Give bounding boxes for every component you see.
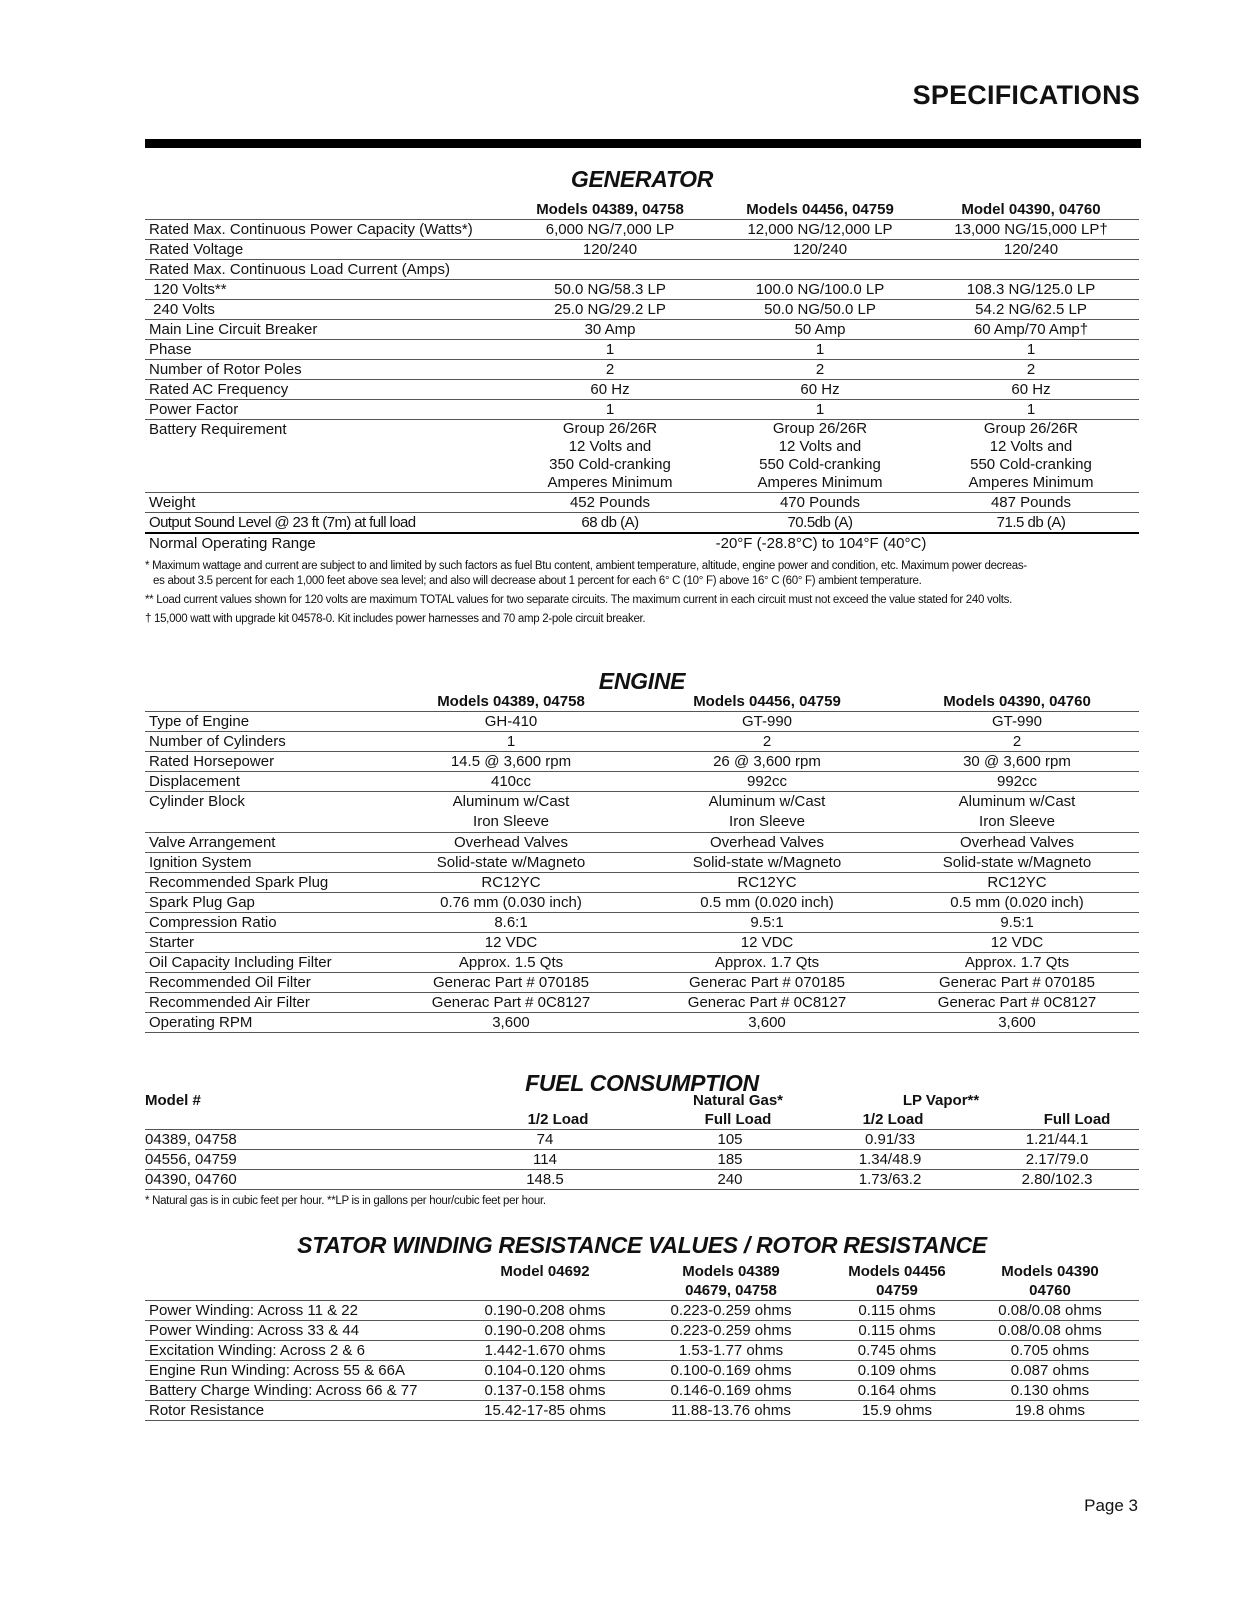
battery-value: Group 26/26R 12 Volts and 550 Cold-cranking Amperes Minimum	[923, 420, 1139, 493]
cylinder-block-label: Cylinder Block	[145, 792, 383, 833]
stator-row-label: Battery Charge Winding: Across 66 & 77	[145, 1381, 461, 1401]
generator-row-value	[923, 260, 1139, 280]
generator-row-label: Phase	[145, 340, 503, 360]
generator-row	[145, 380, 1139, 400]
generator-row	[145, 260, 1139, 280]
stator-row-value: 0.137-0.158 ohms	[461, 1381, 629, 1401]
engine-row-value: 410cc	[383, 772, 639, 792]
sound-value: 70.5db (A)	[717, 513, 923, 534]
engine-row-value: Generac Part # 0C8127	[383, 993, 639, 1013]
operating-range-value: -20°F (-28.8°C) to 104°F (40°C)	[715, 535, 927, 552]
engine-row-value: RC12YC	[639, 873, 895, 893]
engine-row-label: Rated Horsepower	[145, 752, 383, 772]
engine-row-label: Compression Ratio	[145, 913, 383, 933]
page-number: Page 3	[1084, 1496, 1138, 1515]
engine-row-value: 3,600	[895, 1013, 1139, 1033]
stator-row	[145, 1321, 1139, 1341]
generator-row-label: 240 Volts	[145, 300, 503, 320]
stator-row-label: Engine Run Winding: Across 55 & 66A	[145, 1361, 461, 1381]
engine-title: ENGINE	[598, 668, 686, 694]
generator-note: ** Load current values shown for 120 volts are maximum TOTAL values for two separate circuits. The maximum current in each circuit must not exceed the value stated for 240 volts.	[145, 594, 1013, 606]
weight-value: 470 Pounds	[717, 493, 923, 513]
generator-row-value: 50 Amp	[717, 320, 923, 340]
weight-row	[145, 493, 1139, 513]
stator-row-value: 1.442-1.670 ohms	[461, 1341, 629, 1361]
generator-row-value: 60 Hz	[503, 380, 717, 400]
engine-row-value: 992cc	[639, 772, 895, 792]
engine-row-value: 0.5 mm (0.020 inch)	[895, 893, 1139, 913]
stator-row-value: 0.190-0.208 ohms	[461, 1301, 629, 1321]
weight-label: Weight	[145, 493, 503, 513]
engine-row-value: Overhead Valves	[639, 833, 895, 853]
engine-header-cell	[145, 692, 383, 712]
fuel-group-header: Natural Gas*	[692, 1092, 784, 1109]
stator-row-value: 0.08/0.08 ohms	[961, 1301, 1139, 1321]
fuel-sub-header: Full Load	[975, 1110, 1139, 1130]
engine-row-value: 30 @ 3,600 rpm	[895, 752, 1139, 772]
generator-row-label: Main Line Circuit Breaker	[145, 320, 503, 340]
generator-row-value: 6,000 NG/7,000 LP	[503, 220, 717, 240]
cylinder-block-value: Aluminum w/Cast Iron Sleeve	[383, 792, 639, 833]
engine-row-label: Starter	[145, 933, 383, 953]
engine-row-label: Spark Plug Gap	[145, 893, 383, 913]
fuel-row-value: 0.91/33	[805, 1130, 975, 1150]
fuel-sub-header-row	[145, 1110, 1139, 1130]
engine-row	[145, 893, 1139, 913]
battery-value: Group 26/26R 12 Volts and 550 Cold-cranking Amperes Minimum	[717, 420, 923, 493]
engine-row-label: Oil Capacity Including Filter	[145, 953, 383, 973]
generator-row-value: 2	[503, 360, 717, 380]
stator-row	[145, 1341, 1139, 1361]
sound-label: Output Sound Level @ 23 ft (7m) at full load	[145, 513, 503, 534]
engine-row	[145, 712, 1139, 732]
stator-row-label: Power Winding: Across 11 & 22	[145, 1301, 461, 1321]
stator-row-value: 0.100-0.169 ohms	[629, 1361, 833, 1381]
engine-row-label: Number of Cylinders	[145, 732, 383, 752]
engine-header-cell: Models 04390, 04760	[895, 692, 1139, 712]
engine-row-value: Approx. 1.5 Qts	[383, 953, 639, 973]
operating-range-label: Normal Operating Range	[149, 535, 316, 552]
stator-row-value: 0.745 ohms	[833, 1341, 961, 1361]
engine-row-value: Solid-state w/Magneto	[383, 853, 639, 873]
generator-title: GENERATOR	[570, 166, 714, 192]
sound-value: 68 db (A)	[503, 513, 717, 534]
stator-row-value: 0.109 ohms	[833, 1361, 961, 1381]
generator-row	[145, 400, 1139, 420]
generator-note: * Maximum wattage and current are subject to and limited by such factors as fuel Btu content, ambient temperature, altitude, engine power and condition, etc. Maximum power decreas-	[145, 560, 1027, 572]
page-title: SPECIFICATIONS	[912, 80, 1140, 110]
engine-row	[145, 953, 1139, 973]
stator-row-value: 0.223-0.259 ohms	[629, 1321, 833, 1341]
cylinder-block-row	[145, 792, 1139, 833]
engine-row-value: Approx. 1.7 Qts	[895, 953, 1139, 973]
stator-row-value: 0.190-0.208 ohms	[461, 1321, 629, 1341]
engine-row	[145, 933, 1139, 953]
engine-row-label: Valve Arrangement	[145, 833, 383, 853]
stator-row-label: Excitation Winding: Across 2 & 6	[145, 1341, 461, 1361]
generator-row-value: 30 Amp	[503, 320, 717, 340]
stator-row-value: 0.115 ohms	[833, 1301, 961, 1321]
engine-row-value: 12 VDC	[895, 933, 1139, 953]
generator-row-value: 60 Amp/70 Amp†	[923, 320, 1139, 340]
generator-row-value: 2	[717, 360, 923, 380]
generator-row	[145, 360, 1139, 380]
engine-row	[145, 772, 1139, 792]
fuel-title: FUEL CONSUMPTION	[525, 1070, 759, 1096]
stator-row	[145, 1381, 1139, 1401]
weight-value: 452 Pounds	[503, 493, 717, 513]
engine-row-value: 2	[895, 732, 1139, 752]
weight-value: 487 Pounds	[923, 493, 1139, 513]
stator-row-value: 15.42-17-85 ohms	[461, 1401, 629, 1421]
battery-row	[145, 420, 1139, 493]
stator-row-value: 0.705 ohms	[961, 1341, 1139, 1361]
engine-row-label: Displacement	[145, 772, 383, 792]
engine-row	[145, 913, 1139, 933]
stator-header-cell	[145, 1262, 461, 1301]
generator-row-value: 2	[923, 360, 1139, 380]
stator-section	[145, 1232, 1139, 1421]
generator-header-cell: Model 04390, 04760	[923, 200, 1139, 220]
generator-row-value: 1	[923, 400, 1139, 420]
fuel-row	[145, 1150, 1139, 1170]
generator-row-value: 50.0 NG/58.3 LP	[503, 280, 717, 300]
engine-row-value: Generac Part # 070185	[383, 973, 639, 993]
stator-row	[145, 1301, 1139, 1321]
sound-row	[145, 513, 1139, 534]
generator-note: † 15,000 watt with upgrade kit 04578-0. Kit includes power harnesses and 70 amp 2-pole circuit breaker.	[145, 613, 646, 625]
engine-section	[145, 668, 1139, 1033]
engine-row-value: 12 VDC	[383, 933, 639, 953]
fuel-row	[145, 1170, 1139, 1190]
stator-row-value: 0.104-0.120 ohms	[461, 1361, 629, 1381]
generator-row-label: 120 Volts**	[145, 280, 503, 300]
generator-row-label: Rated AC Frequency	[145, 380, 503, 400]
fuel-row-value: 74	[435, 1130, 655, 1150]
engine-row-value: Generac Part # 0C8127	[895, 993, 1139, 1013]
engine-row-value: Approx. 1.7 Qts	[639, 953, 895, 973]
generator-row-value: 12,000 NG/12,000 LP	[717, 220, 923, 240]
fuel-row-value: 240	[655, 1170, 805, 1190]
engine-row-value: Overhead Valves	[383, 833, 639, 853]
engine-row-value: 9.5:1	[895, 913, 1139, 933]
generator-row-value: 120/240	[717, 240, 923, 260]
generator-row-label: Rated Max. Continuous Load Current (Amps)	[145, 260, 503, 280]
stator-row-value: 0.087 ohms	[961, 1361, 1139, 1381]
engine-row	[145, 993, 1139, 1013]
fuel-row-value: 1.21/44.1	[975, 1130, 1139, 1150]
engine-row	[145, 973, 1139, 993]
generator-row-value: 1	[503, 340, 717, 360]
stator-header-cell: Models 04389 04679, 04758	[629, 1262, 833, 1301]
engine-row-value: 8.6:1	[383, 913, 639, 933]
generator-row-value	[503, 260, 717, 280]
cylinder-block-value: Aluminum w/Cast Iron Sleeve	[895, 792, 1139, 833]
title-rule	[145, 139, 1141, 148]
generator-row-value: 1	[923, 340, 1139, 360]
generator-header-cell	[145, 200, 503, 220]
engine-header-cell: Models 04456, 04759	[639, 692, 895, 712]
engine-row-value: Generac Part # 070185	[895, 973, 1139, 993]
fuel-sub-header: Full Load	[655, 1110, 805, 1130]
generator-row-label: Power Factor	[145, 400, 503, 420]
stator-row-label: Power Winding: Across 33 & 44	[145, 1321, 461, 1341]
engine-row-label: Recommended Spark Plug	[145, 873, 383, 893]
generator-row-value: 120/240	[923, 240, 1139, 260]
stator-header-cell: Model 04692	[461, 1262, 629, 1301]
engine-row-label: Recommended Oil Filter	[145, 973, 383, 993]
engine-row-value: 3,600	[639, 1013, 895, 1033]
engine-row-value: 3,600	[383, 1013, 639, 1033]
stator-header-cell: Models 04390 04760	[961, 1262, 1139, 1301]
engine-row-value: Generac Part # 0C8127	[639, 993, 895, 1013]
fuel-row-value: 2.17/79.0	[975, 1150, 1139, 1170]
generator-row-value: 50.0 NG/50.0 LP	[717, 300, 923, 320]
fuel-row-value: 148.5	[435, 1170, 655, 1190]
generator-row-value: 54.2 NG/62.5 LP	[923, 300, 1139, 320]
stator-row	[145, 1361, 1139, 1381]
engine-row	[145, 873, 1139, 893]
engine-row-value: Overhead Valves	[895, 833, 1139, 853]
engine-row-value: GT-990	[895, 712, 1139, 732]
fuel-group-header: LP Vapor**	[902, 1092, 980, 1109]
engine-row-value: Generac Part # 070185	[639, 973, 895, 993]
stator-row-value: 0.08/0.08 ohms	[961, 1321, 1139, 1341]
generator-notes	[145, 557, 1139, 629]
generator-row-value: 1	[503, 400, 717, 420]
generator-row-value	[717, 260, 923, 280]
generator-row	[145, 300, 1139, 320]
engine-row-value: Solid-state w/Magneto	[895, 853, 1139, 873]
stator-row-value: 15.9 ohms	[833, 1401, 961, 1421]
engine-row	[145, 752, 1139, 772]
engine-row	[145, 1013, 1139, 1033]
battery-label: Battery Requirement	[145, 420, 503, 493]
generator-row-value: 100.0 NG/100.0 LP	[717, 280, 923, 300]
generator-header-cell: Models 04456, 04759	[717, 200, 923, 220]
engine-row-label: Recommended Air Filter	[145, 993, 383, 1013]
stator-header-row	[145, 1262, 1139, 1301]
cylinder-block-value: Aluminum w/Cast Iron Sleeve	[639, 792, 895, 833]
generator-table	[145, 200, 1139, 553]
generator-row-value: 13,000 NG/15,000 LP†	[923, 220, 1139, 240]
fuel-row-value: 185	[655, 1150, 805, 1170]
generator-row-value: 1	[717, 400, 923, 420]
fuel-sub-header: 1/2 Load	[805, 1110, 975, 1130]
generator-row-value: 60 Hz	[923, 380, 1139, 400]
engine-row-value: 0.5 mm (0.020 inch)	[639, 893, 895, 913]
generator-row	[145, 340, 1139, 360]
operating-range-row	[145, 533, 1139, 553]
generator-note: es about 3.5 percent for each 1,000 feet above sea level; and also will decrease about 1 percent for each 6° C (10° F) above 16° C (60° F) ambient temperature.	[153, 575, 922, 587]
fuel-table	[145, 1091, 1139, 1190]
engine-row-value: 1	[383, 732, 639, 752]
engine-row-value: 12 VDC	[639, 933, 895, 953]
engine-row-value: Solid-state w/Magneto	[639, 853, 895, 873]
fuel-row-value: 105	[655, 1130, 805, 1150]
fuel-row-label: 04389, 04758	[145, 1130, 435, 1150]
generator-row	[145, 320, 1139, 340]
stator-row-value: 0.164 ohms	[833, 1381, 961, 1401]
fuel-row-value: 2.80/102.3	[975, 1170, 1139, 1190]
fuel-sub-header	[145, 1110, 435, 1130]
engine-row-value: 14.5 @ 3,600 rpm	[383, 752, 639, 772]
fuel-note: * Natural gas is in cubic feet per hour. **LP is in gallons per hour/cubic feet per hour.	[145, 1195, 546, 1207]
generator-row	[145, 280, 1139, 300]
stator-row-value: 1.53-1.77 ohms	[629, 1341, 833, 1361]
engine-row-value: 2	[639, 732, 895, 752]
generator-row-value: 108.3 NG/125.0 LP	[923, 280, 1139, 300]
generator-section	[145, 166, 1139, 629]
fuel-row-value: 1.34/48.9	[805, 1150, 975, 1170]
fuel-row-label: 04556, 04759	[145, 1150, 435, 1170]
generator-row-value: 1	[717, 340, 923, 360]
fuel-section	[145, 1070, 1139, 1211]
stator-row-value: 19.8 ohms	[961, 1401, 1139, 1421]
stator-row-value: 0.115 ohms	[833, 1321, 961, 1341]
stator-row-value: 11.88-13.76 ohms	[629, 1401, 833, 1421]
stator-header-cell: Models 04456 04759	[833, 1262, 961, 1301]
stator-row-value: 0.130 ohms	[961, 1381, 1139, 1401]
generator-row	[145, 240, 1139, 260]
engine-row-value: 26 @ 3,600 rpm	[639, 752, 895, 772]
engine-row-value: 0.76 mm (0.030 inch)	[383, 893, 639, 913]
engine-row-value: RC12YC	[383, 873, 639, 893]
engine-row-label: Type of Engine	[145, 712, 383, 732]
engine-row-value: GH-410	[383, 712, 639, 732]
stator-row-label: Rotor Resistance	[145, 1401, 461, 1421]
engine-row-label: Operating RPM	[145, 1013, 383, 1033]
engine-row-value: 9.5:1	[639, 913, 895, 933]
fuel-sub-header: 1/2 Load	[435, 1110, 655, 1130]
battery-value: Group 26/26R 12 Volts and 350 Cold-cranking Amperes Minimum	[503, 420, 717, 493]
fuel-model-header: Model #	[145, 1092, 201, 1109]
engine-table	[145, 692, 1139, 1033]
generator-row	[145, 220, 1139, 240]
engine-header-cell: Models 04389, 04758	[383, 692, 639, 712]
generator-row-label: Rated Max. Continuous Power Capacity (Watts*)	[145, 220, 503, 240]
engine-row	[145, 732, 1139, 752]
generator-row-label: Number of Rotor Poles	[145, 360, 503, 380]
engine-row-value: GT-990	[639, 712, 895, 732]
fuel-row	[145, 1130, 1139, 1150]
engine-row	[145, 853, 1139, 873]
stator-row-value: 0.223-0.259 ohms	[629, 1301, 833, 1321]
fuel-row-label: 04390, 04760	[145, 1170, 435, 1190]
engine-row-value: 992cc	[895, 772, 1139, 792]
stator-row-value: 0.146-0.169 ohms	[629, 1381, 833, 1401]
engine-row	[145, 833, 1139, 853]
fuel-row-value: 1.73/63.2	[805, 1170, 975, 1190]
stator-table	[145, 1262, 1139, 1421]
engine-row-label: Ignition System	[145, 853, 383, 873]
sound-value: 71.5 db (A)	[923, 513, 1139, 534]
engine-row-value: RC12YC	[895, 873, 1139, 893]
stator-title: STATOR WINDING RESISTANCE VALUES / ROTOR RESISTANCE	[297, 1232, 987, 1258]
fuel-row-value: 114	[435, 1150, 655, 1170]
generator-row-value: 120/240	[503, 240, 717, 260]
generator-header-row	[145, 200, 1139, 220]
stator-row	[145, 1401, 1139, 1421]
generator-row-value: 25.0 NG/29.2 LP	[503, 300, 717, 320]
generator-header-cell: Models 04389, 04758	[503, 200, 717, 220]
generator-row-label: Rated Voltage	[145, 240, 503, 260]
generator-row-value: 60 Hz	[717, 380, 923, 400]
